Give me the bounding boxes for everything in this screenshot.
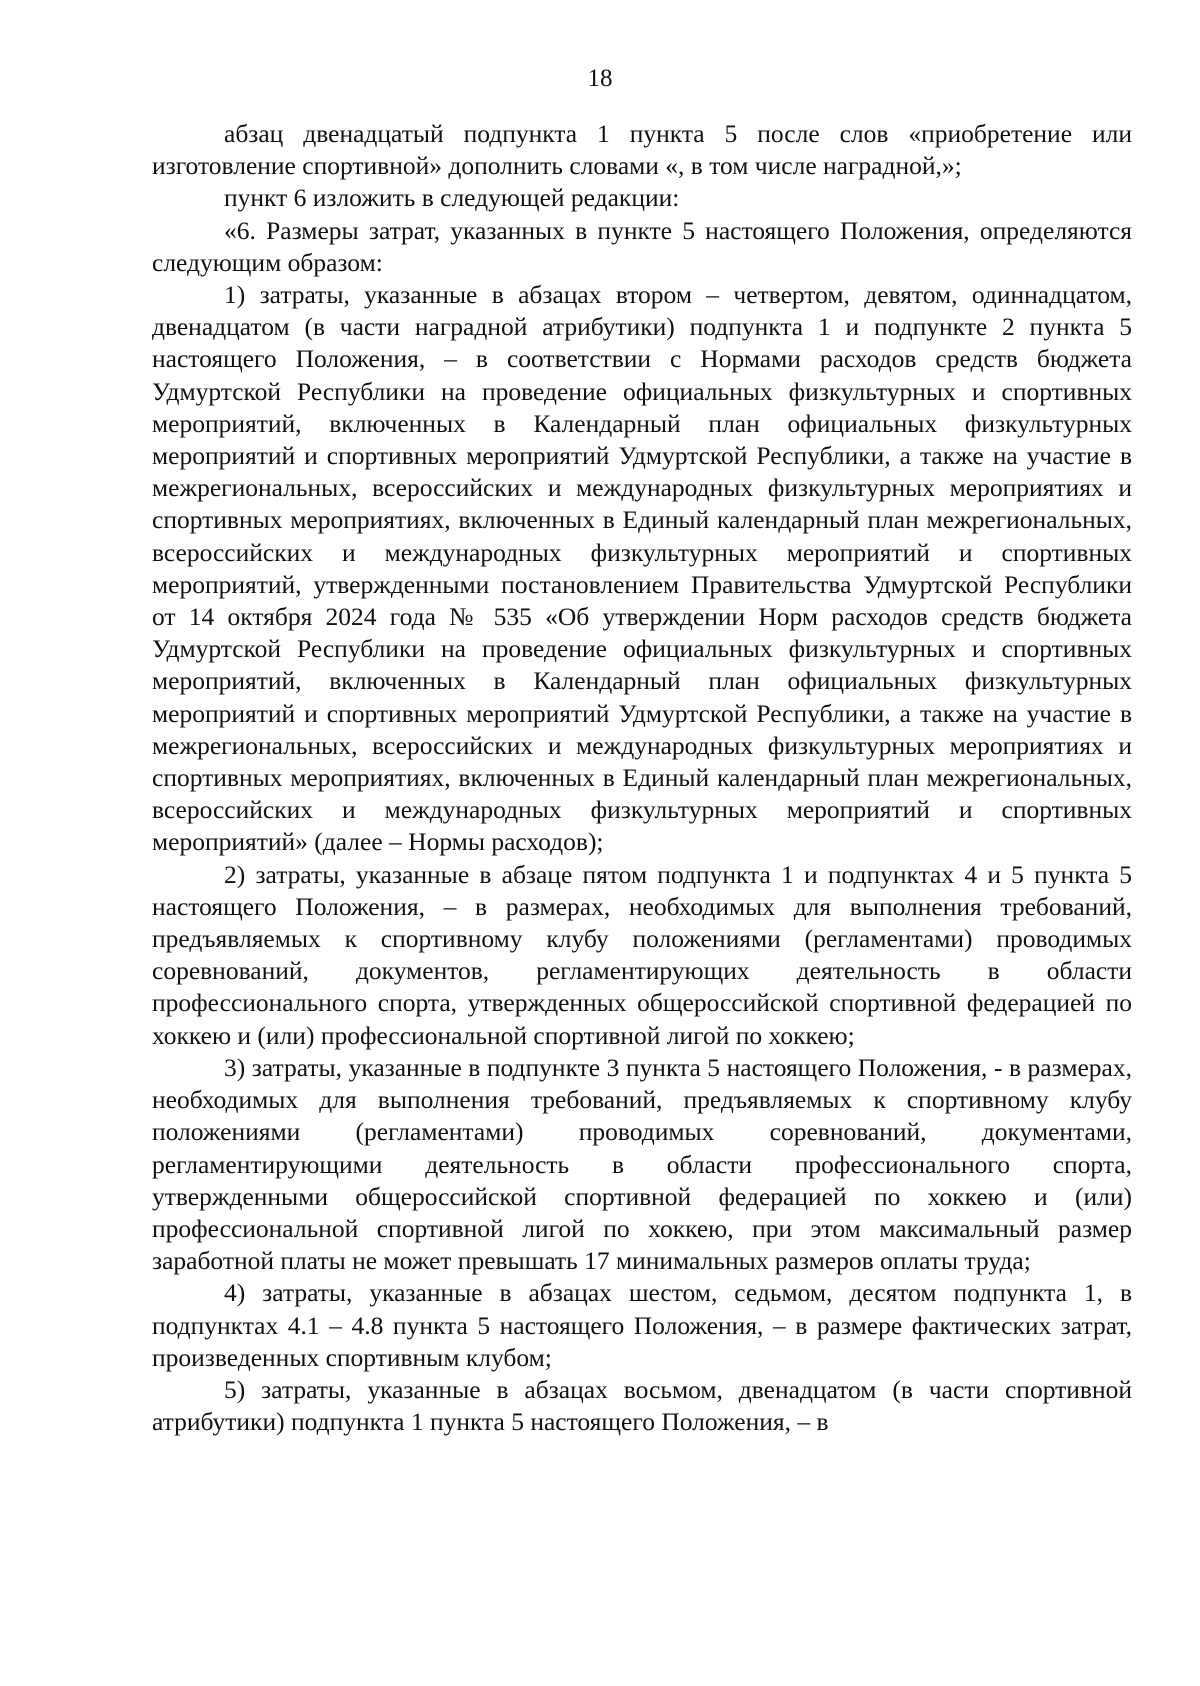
page-number: 18 <box>587 65 613 92</box>
paragraph-point-6-intro: пункт 6 изложить в следующей редакции: <box>224 183 680 213</box>
paragraph-point-6-heading: «6. Размеры затрат, указанных в пункте 5 настоящего Положения, определяются следующим образом: <box>152 215 1132 277</box>
paragraph-item-5: 5) затраты, указанные в абзацах восьмом, двенадцатом (в части спортивной атрибутики) подпункта 1 пункта 5 настоящего Положения, – в <box>152 1374 1132 1437</box>
paragraph-item-2: 2) затраты, указанные в абзаце пятом подпункта 1 и подпунктах 4 и 5 пункта 5 настоящего Положения, – в размерах, необходимых для выполнения требований, предъявляемых к спортивному клубу положениями (регламентами) проводимых соревнований, документов, регламентирующих деятельность в области профессионального спорта, утвержденных общероссийской спортивной федерацией по хоккею и (или) профессиональной спортивной лигой по хоккею; <box>152 859 1132 1050</box>
paragraph-item-4: 4) затраты, указанные в абзацах шестом, седьмом, десятом подпункта 1, в подпунктах 4.1 – 4.8 пункта 5 настоящего Положения, – в размере фактических затрат, произведенных спортивным клубом; <box>152 1278 1132 1372</box>
document-body <box>152 118 1132 1438</box>
paragraph-item-1: 1) затраты, указанные в абзацах втором – четвертом, девятом, одиннадцатом, двенадцатом (в части наградной атрибутики) подпункта 1 и подпункте 2 пункта 5 настоящего Положения, – в соответствии с Нормами расходов средств бюджета Удмуртской Республики на проведение официальных физкультурных и спортивных мероприятий, включенных в Календарный план официальных физкультурных мероприятий и спортивных мероприятий Удмуртской Республики, а также на участие в межрегиональных, всероссийских и международных физкультурных мероприятиях и спортивных мероприятиях, включенных в Единый календарный план межрегиональных, всероссийских и международных физкультурных мероприятий и спортивных мероприятий, утвержденными постановлением Правительства Удмуртской Республики от 14 октября 2024 года № 535 «Об утверждении Норм расходов средств бюджета Удмуртской Республики на проведение официальных физкультурных и спортивных мероприятий, включенных в Календарный план официальных физкультурных мероприятий и спортивных мероприятий Удмуртской Республики, а также на участие в межрегиональных, всероссийских и международных физкультурных мероприятиях и спортивных мероприятиях, включенных в Единый календарный план межрегиональных, всероссийских и международных физкультурных мероприятий и спортивных мероприятий» (далее – Нормы расходов); <box>152 280 1132 857</box>
paragraph-amendment-p1-sp1: абзац двенадцатый подпункта 1 пункта 5 после слов «приобретение или изготовление спортивной» дополнить словами «, в том числе наградной,»; <box>152 119 1132 181</box>
paragraph-item-3: 3) затраты, указанные в подпункте 3 пункта 5 настоящего Положения, - в размерах, необходимых для выполнения требований, предъявляемых к спортивному клубу положениями (регламентами) проводимых соревнований, документами, регламентирующими деятельность в области профессионального спорта, утвержденными общероссийской спортивной федерацией по хоккею и (или) профессиональной спортивной лигой по хоккею, при этом максимальный размер заработной платы не может превышать 17 минимальных размеров оплаты труда; <box>152 1052 1132 1276</box>
